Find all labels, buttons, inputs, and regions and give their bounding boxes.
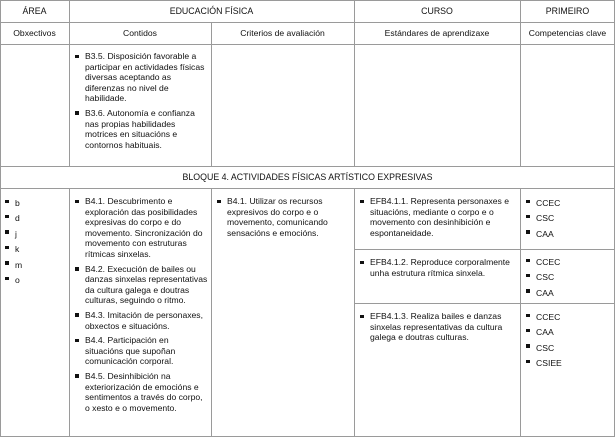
list-item: CSIEE: [526, 356, 611, 371]
curso-value: PRIMEIRO: [545, 6, 590, 16]
standard-2: [360, 257, 517, 282]
standard-3: [360, 311, 517, 347]
column-header-standards: Estándares de aprendizaxe: [384, 28, 490, 38]
rule: [520, 188, 521, 437]
column-header-criteria: Criterios de avaliación: [240, 28, 325, 38]
list-item: CSC: [526, 211, 611, 226]
list-item: CAA: [526, 286, 611, 301]
list-item: CCEC: [526, 255, 611, 270]
rule: [69, 0, 70, 167]
list-item: B3.5. Disposición favorable a participar en actividades físicas diversas aceptando as diferenzas no nivel de habilidade.: [75, 51, 207, 104]
list-item: CSC: [526, 270, 611, 285]
list-item: CCEC: [526, 196, 611, 211]
competencies-2: [526, 255, 611, 301]
list-item: CAA: [526, 325, 611, 340]
rule: [0, 166, 615, 167]
column-header-competencies: Competencias clave: [528, 28, 607, 38]
continuation-contents: [75, 51, 207, 154]
list-item: CSC: [526, 341, 611, 356]
contents-list: [75, 196, 208, 417]
rule: [354, 188, 355, 437]
list-item: o: [5, 273, 65, 288]
rule: [520, 0, 521, 167]
area-label: ÁREA: [22, 6, 47, 16]
list-item: b: [5, 196, 65, 211]
rule: [354, 0, 355, 167]
rule: [0, 0, 1, 437]
list-item: CAA: [526, 227, 611, 242]
column-header-contents: Contidos: [123, 28, 157, 38]
list-item: B4.5. Desinhibición na exteriorización de emocións e sentimentos a través do corpo, o xesto e o movemento.: [75, 371, 208, 413]
list-item: d: [5, 211, 65, 226]
list-item: B4.1. Descubrimento e exploración das posibilidades expresivas do corpo e do movemento. Sincronización do movemento con estruturas rítmicas sinxelas.: [75, 196, 208, 260]
list-item: EFB4.1.3. Realiza bailes e danzas sinxelas representativas da cultura galega e doutras culturas.: [360, 311, 517, 343]
rule: [69, 188, 70, 437]
list-item: B4.1. Utilizar os recursos expresivos do corpo e o movemento, comunicando sensacións e emocións.: [217, 196, 350, 238]
list-item: B4.3. Imitación de personaxes, obxectos e situacións.: [75, 310, 208, 331]
rule: [0, 22, 615, 23]
rule: [0, 44, 615, 45]
criteria-list: [217, 196, 350, 242]
rule: [354, 249, 615, 250]
rule: [0, 436, 615, 437]
list-item: CCEC: [526, 310, 611, 325]
list-item: B4.4. Participación en situacións que supoñan comunicación corporal.: [75, 335, 208, 367]
area-value: EDUCACIÓN FÍSICA: [169, 6, 254, 16]
competencies-3: [526, 310, 611, 372]
objectives-list: [5, 196, 65, 288]
curso-label: CURSO: [421, 6, 453, 16]
list-item: EFB4.1.2. Reproduce corporalmente unha estrutura rítmica sinxela.: [360, 257, 517, 278]
rule: [354, 303, 615, 304]
list-item: m: [5, 258, 65, 273]
list-item: k: [5, 242, 65, 257]
block-title: BLOQUE 4. ACTIVIDADES FÍSICAS ARTÍSTICO EXPRESIVAS: [182, 172, 433, 182]
list-item: B4.2. Execución de bailes ou danzas sinxelas representativas da cultura galega e doutras culturas, seguindo o ritmo.: [75, 264, 208, 306]
rule: [0, 0, 615, 1]
competencies-1: [526, 196, 611, 242]
column-header-objectives: Obxectivos: [13, 28, 56, 38]
standard-1: [360, 196, 517, 242]
rule: [0, 188, 615, 189]
rule: [211, 188, 212, 437]
rule: [211, 22, 212, 167]
list-item: B3.6. Autonomía e confianza nas propias habilidades motrices en situacións e contornos habituais.: [75, 108, 207, 150]
list-item: EFB4.1.1. Representa personaxes e situacións, mediante o corpo e o movemento con desinhibición e espontaneidade.: [360, 196, 517, 238]
list-item: j: [5, 227, 65, 242]
